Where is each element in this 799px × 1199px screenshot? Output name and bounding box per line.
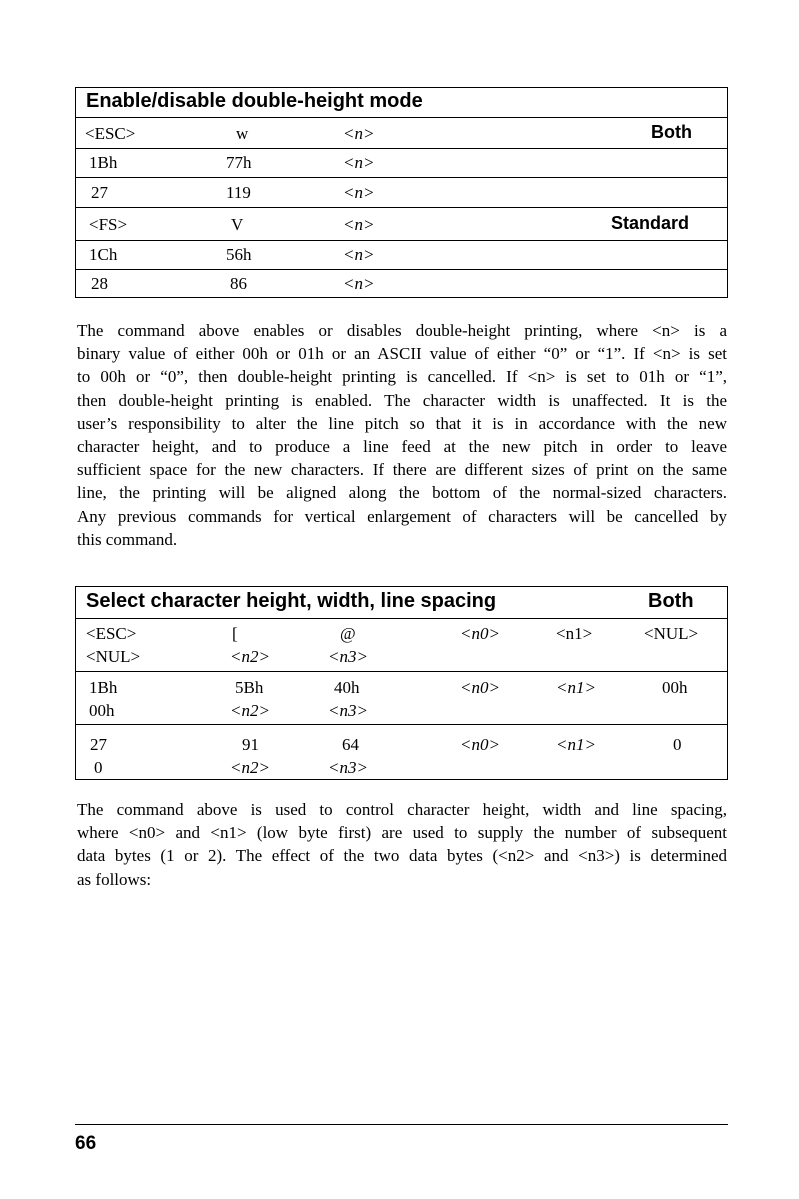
text-line: The command above enables or disables double-height printing, where <n> is a: [77, 321, 727, 340]
text-line: data bytes (1 or 2). The effect of the two data bytes (<n2> and <n3>) is determined: [77, 846, 727, 866]
table2-cell: <n3>: [328, 701, 368, 720]
text-line: character height, and to produce a line feed at the new pitch in order to leave: [77, 436, 727, 456]
table2-cell: <NUL>: [644, 624, 699, 643]
table2-cell: 5Bh: [235, 678, 264, 697]
text-line: user’s responsibility to alter the line pitch so that it is in accordance with the new: [77, 413, 727, 433]
table1-cell: <n>: [343, 183, 375, 202]
table1-row-divider: [75, 148, 728, 149]
text-line: as follows:: [77, 869, 152, 889]
table2-mode-badge: Both: [648, 590, 694, 612]
table1-row-divider: [75, 240, 728, 241]
table1-cell: 27: [91, 183, 108, 202]
table1-cell: w: [236, 124, 249, 143]
table1-cell: 119: [226, 183, 251, 202]
table2-cell: <n1>: [556, 678, 596, 697]
table1-row-divider: [75, 177, 728, 178]
table1-row-divider: [75, 207, 728, 208]
text-line: where <n0> and <n1> (low byte first) are used to supply the number of subsequent: [77, 823, 727, 843]
text-line: Any previous commands for vertical enlargement of characters will be cancelled by: [77, 506, 727, 526]
table1-row-divider: [75, 269, 728, 270]
table2-cell: <n3>: [328, 647, 368, 666]
paragraph-character-size-description: [77, 798, 727, 891]
text-line: The command above is used to control character height, width and line spacing,: [77, 800, 727, 819]
paragraph-double-height-description: [77, 319, 727, 551]
table2-cell: <n2>: [230, 701, 270, 720]
table2-cell: 91: [242, 735, 259, 754]
table1-cell: <n>: [343, 124, 375, 143]
table2-cell: 00h: [662, 678, 688, 697]
table2-cell: <n1>: [556, 735, 596, 754]
table2-cell: <n1>: [556, 624, 593, 643]
table1-title: Enable/disable double-height mode: [86, 90, 423, 112]
table2-cell: <n0>: [460, 624, 500, 643]
table1-cell: 1Bh: [89, 153, 118, 172]
table1-cell: <n>: [343, 153, 375, 172]
table1-cell: 1Ch: [89, 245, 118, 264]
table2-cell: 1Bh: [89, 678, 118, 697]
table1-cell: <n>: [343, 274, 375, 293]
table2-title: Select character height, width, line spacing: [86, 590, 497, 612]
text-line: then double-height printing is enabled. The character width is unaffected. It is the: [77, 390, 727, 410]
text-line: line, the printing will be aligned along the bottom of the normal-sized characters.: [77, 483, 727, 503]
table2-title-rule: [75, 618, 728, 619]
footer-rule: [75, 1124, 728, 1125]
table1-cell: <n>: [343, 215, 375, 234]
page-number: 66: [75, 1133, 97, 1154]
text-line: this command.: [77, 529, 178, 549]
table1-cell: <ESC>: [85, 124, 136, 143]
table2-cell: 00h: [89, 701, 115, 720]
text-line: binary value of either 00h or 01h or an ASCII value of either “0” or “1”. If <n> is set: [77, 344, 727, 364]
table1-mode-badge: Both: [651, 122, 692, 142]
table2-cell: <NUL>: [86, 647, 141, 666]
table1-title-rule: [75, 117, 728, 118]
table2-row-divider: [75, 724, 728, 725]
table2-cell: <ESC>: [86, 624, 137, 643]
table2-cell: 0: [673, 735, 682, 754]
table2-row-divider: [75, 671, 728, 672]
table1-cell: 28: [91, 274, 108, 293]
table2-cell: 0: [94, 758, 103, 777]
table1-cell: 77h: [226, 153, 252, 172]
table2-cell: <n2>: [230, 647, 270, 666]
text-line: to 00h or “0”, then double-height printing is cancelled. If <n> is set to 01h or “1”,: [77, 367, 727, 387]
table-enable-double-height: [75, 87, 728, 298]
table-select-character-size: [75, 586, 728, 780]
table2-cell: @: [340, 624, 356, 643]
table2-cell: <n3>: [328, 758, 368, 777]
table1-cell: <FS>: [89, 215, 128, 234]
table1-cell: 86: [230, 274, 247, 293]
table2-cell: <n0>: [460, 735, 500, 754]
table2-cell: [: [232, 624, 238, 643]
table1-cell: V: [231, 215, 244, 234]
table2-cell: <n0>: [460, 678, 500, 697]
table2-cell: 64: [342, 735, 359, 754]
table2-cell: 27: [90, 735, 107, 754]
table2-cell: 40h: [334, 678, 360, 697]
text-line: sufficient space for the new characters. If there are different sizes of print on the same: [77, 460, 727, 480]
table1-cell: <n>: [343, 245, 375, 264]
table2-cell: <n2>: [230, 758, 270, 777]
table1-mode-badge: Standard: [611, 213, 690, 233]
table1-cell: 56h: [226, 245, 252, 264]
